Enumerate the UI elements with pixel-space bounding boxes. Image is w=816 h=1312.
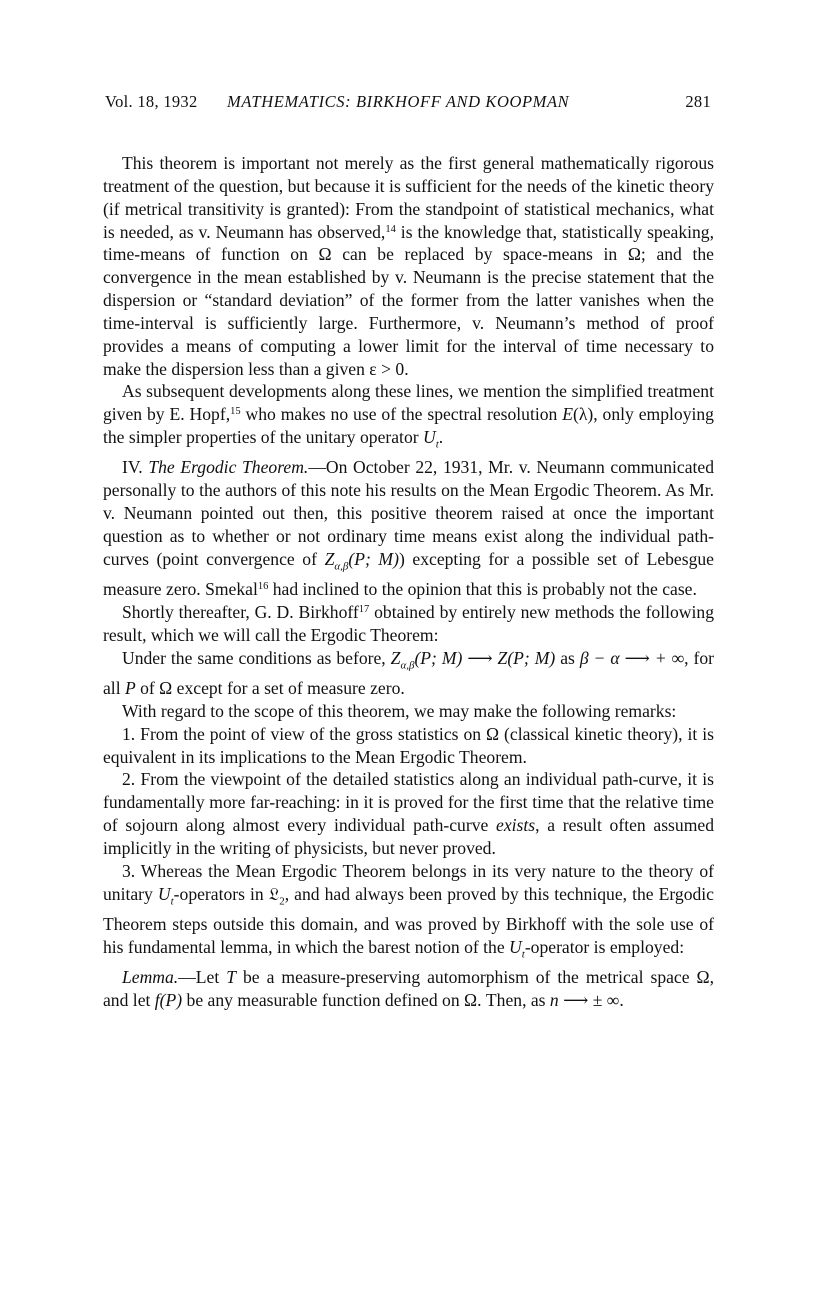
page	[103, 92, 714, 1012]
lemma-paragraph: Lemma.—Let T be a measure-preserving automorphism of the metrical space Ω, and let f(P) be any measurable function defined on Ω. Then, as n ⟶ ± ∞.	[103, 967, 714, 1011]
paragraph-3: IV. The Ergodic Theorem.—On October 22, 1931, Mr. v. Neumann communicated personally to the authors of this note his results on the Mean Ergodic Theorem. As Mr. v. Neumann pointed out then, this positive theorem raised at once the important question as to whether or not ordinary time means exist along the individual path-curves (point convergence of $Z_{\alpha,\beta}(P$; M)) excepting for a possible set of Lebesgue measure zero. Smekal$^{16}$ had inclined to the opinion that this is probably not the case.	[103, 457, 714, 600]
remark-2: 2. From the viewpoint of the detailed statistics along an individual path-curve, it is fundamentally more far-reaching: in it is proved for the first time that the relative time of sojourn along almost every individual path-curve exists, a result often assumed implicitly in the writing of physicists, but never proved.	[103, 769, 714, 859]
journal-title: MATHEMATICS: BIRKHOFF AND KOOPMAN	[227, 92, 570, 111]
volume-label: Vol. 18, 1932	[105, 92, 198, 111]
paragraph-2: As subsequent developments along these lines, we mention the simplified treatment given by E. Hopf,$^{15}$ who makes no use of the spectral resolution E(λ), only employing the simpler properties of the unitary operator $U_t$.	[103, 381, 714, 451]
paragraph-1: This theorem is important not merely as the first general mathematically rigorous treatment of the question, but because it is sufficient for the needs of the kinetic theory (if metrical transitivity is granted): From the standpoint of statistical mechanics, what is needed, as v. Neumann has observed,$^{14}$ is the knowledge that, statistically speaking, time-means of function on Ω can be replaced by space-means in Ω; and the convergence in the mean established by v. Neumann is the precise statement that the dispersion or “standard deviation” of the former from the latter vanishes when the time-interval is sufficiently large. Furthermore, v. Neumann’s method of proof provides a means of computing a lower limit for the interval of time necessary to make the dispersion less than a given ε > 0.	[103, 153, 715, 379]
footnote-ref-17: 17	[358, 604, 370, 616]
footnote-ref-15: 15	[230, 406, 241, 418]
paragraph-5: Under the same conditions as before, $Z_{\alpha,\beta}(P$; M) ⟶ Z(P; M) as β − α ⟶ + ∞, for all P of Ω except for a set of measure zero.	[103, 647, 715, 699]
page-number: 281	[685, 92, 711, 111]
footnote-ref-16: 16	[257, 581, 269, 593]
running-header	[103, 92, 714, 118]
lemma-label: Lemma.	[122, 967, 179, 988]
paragraph-4: Shortly thereafter, G. D. Birkhoff$^{17}$ obtained by entirely new methods the following result, which we will call the Ergodic Theorem:	[103, 602, 714, 645]
footnote-ref-14: 14	[385, 223, 396, 235]
remark-3: 3. Whereas the Mean Ergodic Theorem belongs in its very nature to the theory of unitary $U_t$-operators in 𝔏$_2$, and had always been proved by this technique, the Ergodic Theorem steps outside this domain, and was proved by Birkhoff with the sole use of his fundamental lemma, in which the barest notion of the $U_t$-operator is employed:	[103, 860, 714, 961]
article-body	[103, 152, 714, 1012]
remark-1: 1. From the point of view of the gross statistics on Ω (classical kinetic theory), it is equivalent in its implications to the Mean Ergodic Theorem.	[103, 723, 714, 767]
paragraph-6: With regard to the scope of this theorem, we may make the following remarks:	[122, 700, 677, 721]
section-heading: The Ergodic Theorem.	[148, 457, 309, 478]
